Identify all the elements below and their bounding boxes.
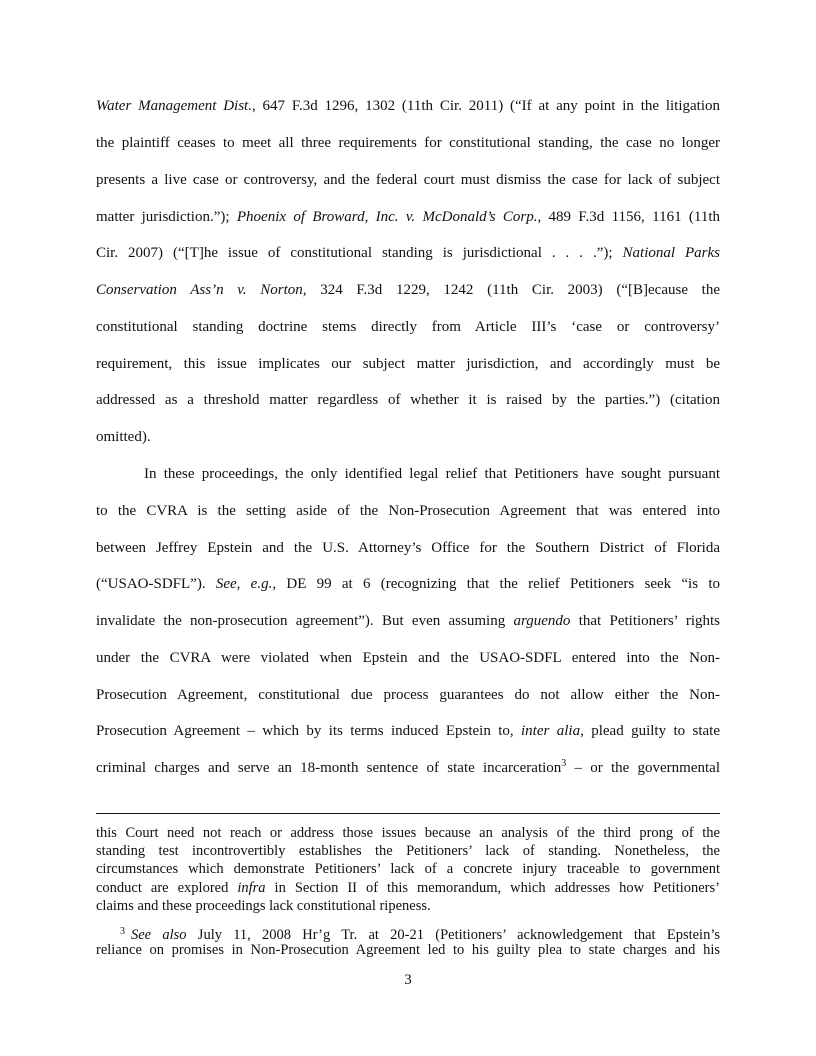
body-line-10: omitted).: [96, 429, 151, 445]
body-line-16: under the CVRA were violated when Epstein and the USAO-SDFL entered into the Non-: [96, 650, 720, 666]
body-line-15: invalidate the non-prosecution agreement”). But even assuming arguendo that Petitioners’ rights: [96, 613, 721, 629]
footnote-line-7: reliance on promises in Non-Prosecution Agreement led to his guilty plea to state charges and his: [96, 942, 720, 958]
footnote-reference-3: 3: [561, 758, 567, 769]
body-line-14: (“USAO-SDFL”). See, e.g., DE 99 at 6 (recognizing that the relief Petitioners seek “is to: [96, 576, 720, 592]
footnote-line-1: this Court need not reach or address those issues because an analysis of the third prong of the: [96, 825, 720, 841]
body-line-19: criminal charges and serve an 18-month sentence of state incarceration$^3$ – or the governmental: [96, 758, 720, 776]
footnote-marker-3: 3: [120, 926, 125, 937]
body-line-5: Cir. 2007) (“[T]he issue of constitutional standing is jurisdictional . . . .”); National Parks: [96, 245, 720, 261]
body-line-12: to the CVRA is the setting aside of the Non-Prosecution Agreement that was entered into: [96, 503, 720, 519]
body-line-11: In these proceedings, the only identified legal relief that Petitioners have sought pursuant: [144, 466, 720, 482]
page-number: 3: [404, 972, 412, 988]
body-line-18: Prosecution Agreement – which by its terms induced Epstein to, inter alia, plead guilty to state: [96, 723, 721, 739]
footnote-line-3: circumstances which demonstrate Petitioners’ lack of a concrete injury traceable to government: [96, 861, 720, 877]
footnote-line-4: conduct are explored infra in Section II of this memorandum, which addresses how Petitioners’: [96, 880, 720, 896]
body-line-2: the plaintiff ceases to meet all three requirements for constitutional standing, the case no longer: [96, 135, 720, 151]
body-line-3: presents a live case or controversy, and the federal court must dismiss the case for lack of subject: [96, 172, 720, 188]
body-line-13: between Jeffrey Epstein and the U.S. Attorney’s Office for the Southern District of Florida: [96, 540, 720, 556]
footnote-line-5: claims and these proceedings lack constitutional ripeness.: [96, 898, 431, 914]
footnote-separator: [96, 813, 720, 814]
footnote-line-2: standing test incontrovertibly establishes the Petitioners’ lack of standing. Nonetheless, the: [96, 843, 720, 859]
body-line-7: constitutional standing doctrine stems directly from Article III’s ‘case or controversy’: [96, 319, 720, 335]
body-line-4: matter jurisdiction.”); Phoenix of Broward, Inc. v. McDonald’s Corp., 489 F.3d 1156, 1161 (11th: [96, 209, 721, 225]
body-line-6: Conservation Ass’n v. Norton, 324 F.3d 1229, 1242 (11th Cir. 2003) (“[B]ecause the: [96, 282, 720, 298]
body-line-8: requirement, this issue implicates our subject matter jurisdiction, and accordingly must be: [96, 356, 720, 372]
body-line-9: addressed as a threshold matter regardless of whether it is raised by the parties.”) (citation: [96, 392, 720, 408]
footnote-line-6: $^3$ See also July 11, 2008 Hr’g Tr. at 20-21 (Petitioners’ acknowledgement that Epstein’s: [120, 926, 720, 943]
body-line-1: Water Management Dist., 647 F.3d 1296, 1302 (11th Cir. 2011) (“If at any point in the litigation: [96, 98, 720, 114]
body-line-17: Prosecution Agreement, constitutional due process guarantees do not allow either the Non-: [96, 687, 720, 703]
